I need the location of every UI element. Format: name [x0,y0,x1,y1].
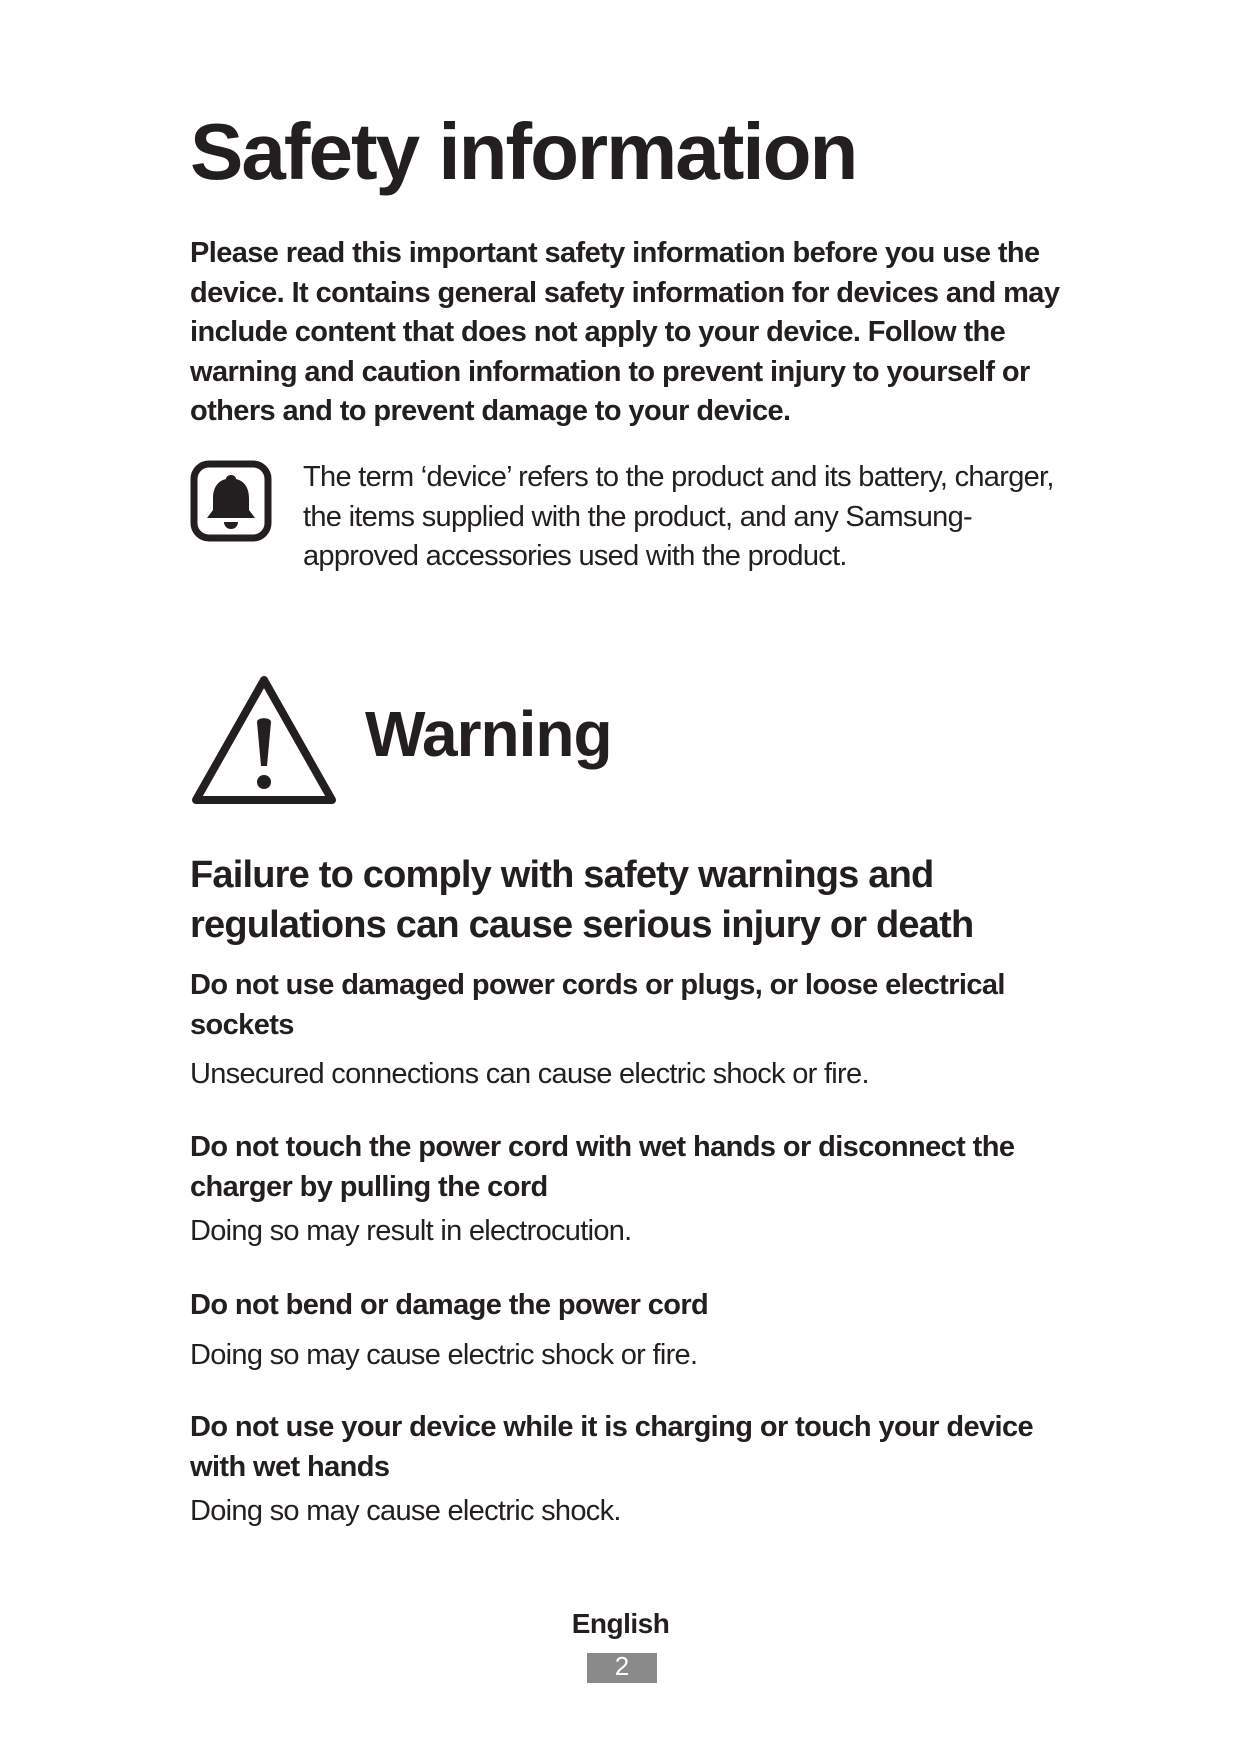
page-title: Safety information [190,107,857,196]
note-text: The term ‘device’ refers to the product and its battery, charger, the items supplied with the product, and any Samsung-approved accessories used with the product. [303,461,1054,572]
item-body: Unsecured connections can cause electric shock or fire. [190,1058,869,1090]
bell-notice-icon [190,460,272,542]
page-number: 2 [587,1653,657,1683]
warning-title: Warning [365,698,612,770]
warning-heading [190,672,1070,812]
item-body: Doing so may cause electric shock. [190,1495,621,1527]
item-title: Do not touch the power cord with wet hands or disconnect the charger by pulling the cord [190,1131,1015,1203]
footer-language: English [571,1608,670,1639]
warning-triangle-icon [190,672,338,808]
item-title: Do not use damaged power cords or plugs, or loose electrical sockets [190,969,1005,1041]
intro-paragraph: Please read this important safety information before you use the device. It contains general safety information for devices and may include content that does not apply to your device. Follow the warning and caution information to prevent injury to yourself or others and to prevent damage to your device. [190,237,1060,427]
section-title: Failure to comply with safety warnings and regulations can cause serious injury or death [190,854,974,946]
item-title: Do not bend or damage the power cord [190,1289,709,1321]
note-block [190,458,1070,578]
item-body: Doing so may cause electric shock or fire. [190,1339,698,1371]
item-body: Doing so may result in electrocution. [190,1215,632,1247]
item-title: Do not use your device while it is charging or touch your device with wet hands [190,1411,1034,1483]
